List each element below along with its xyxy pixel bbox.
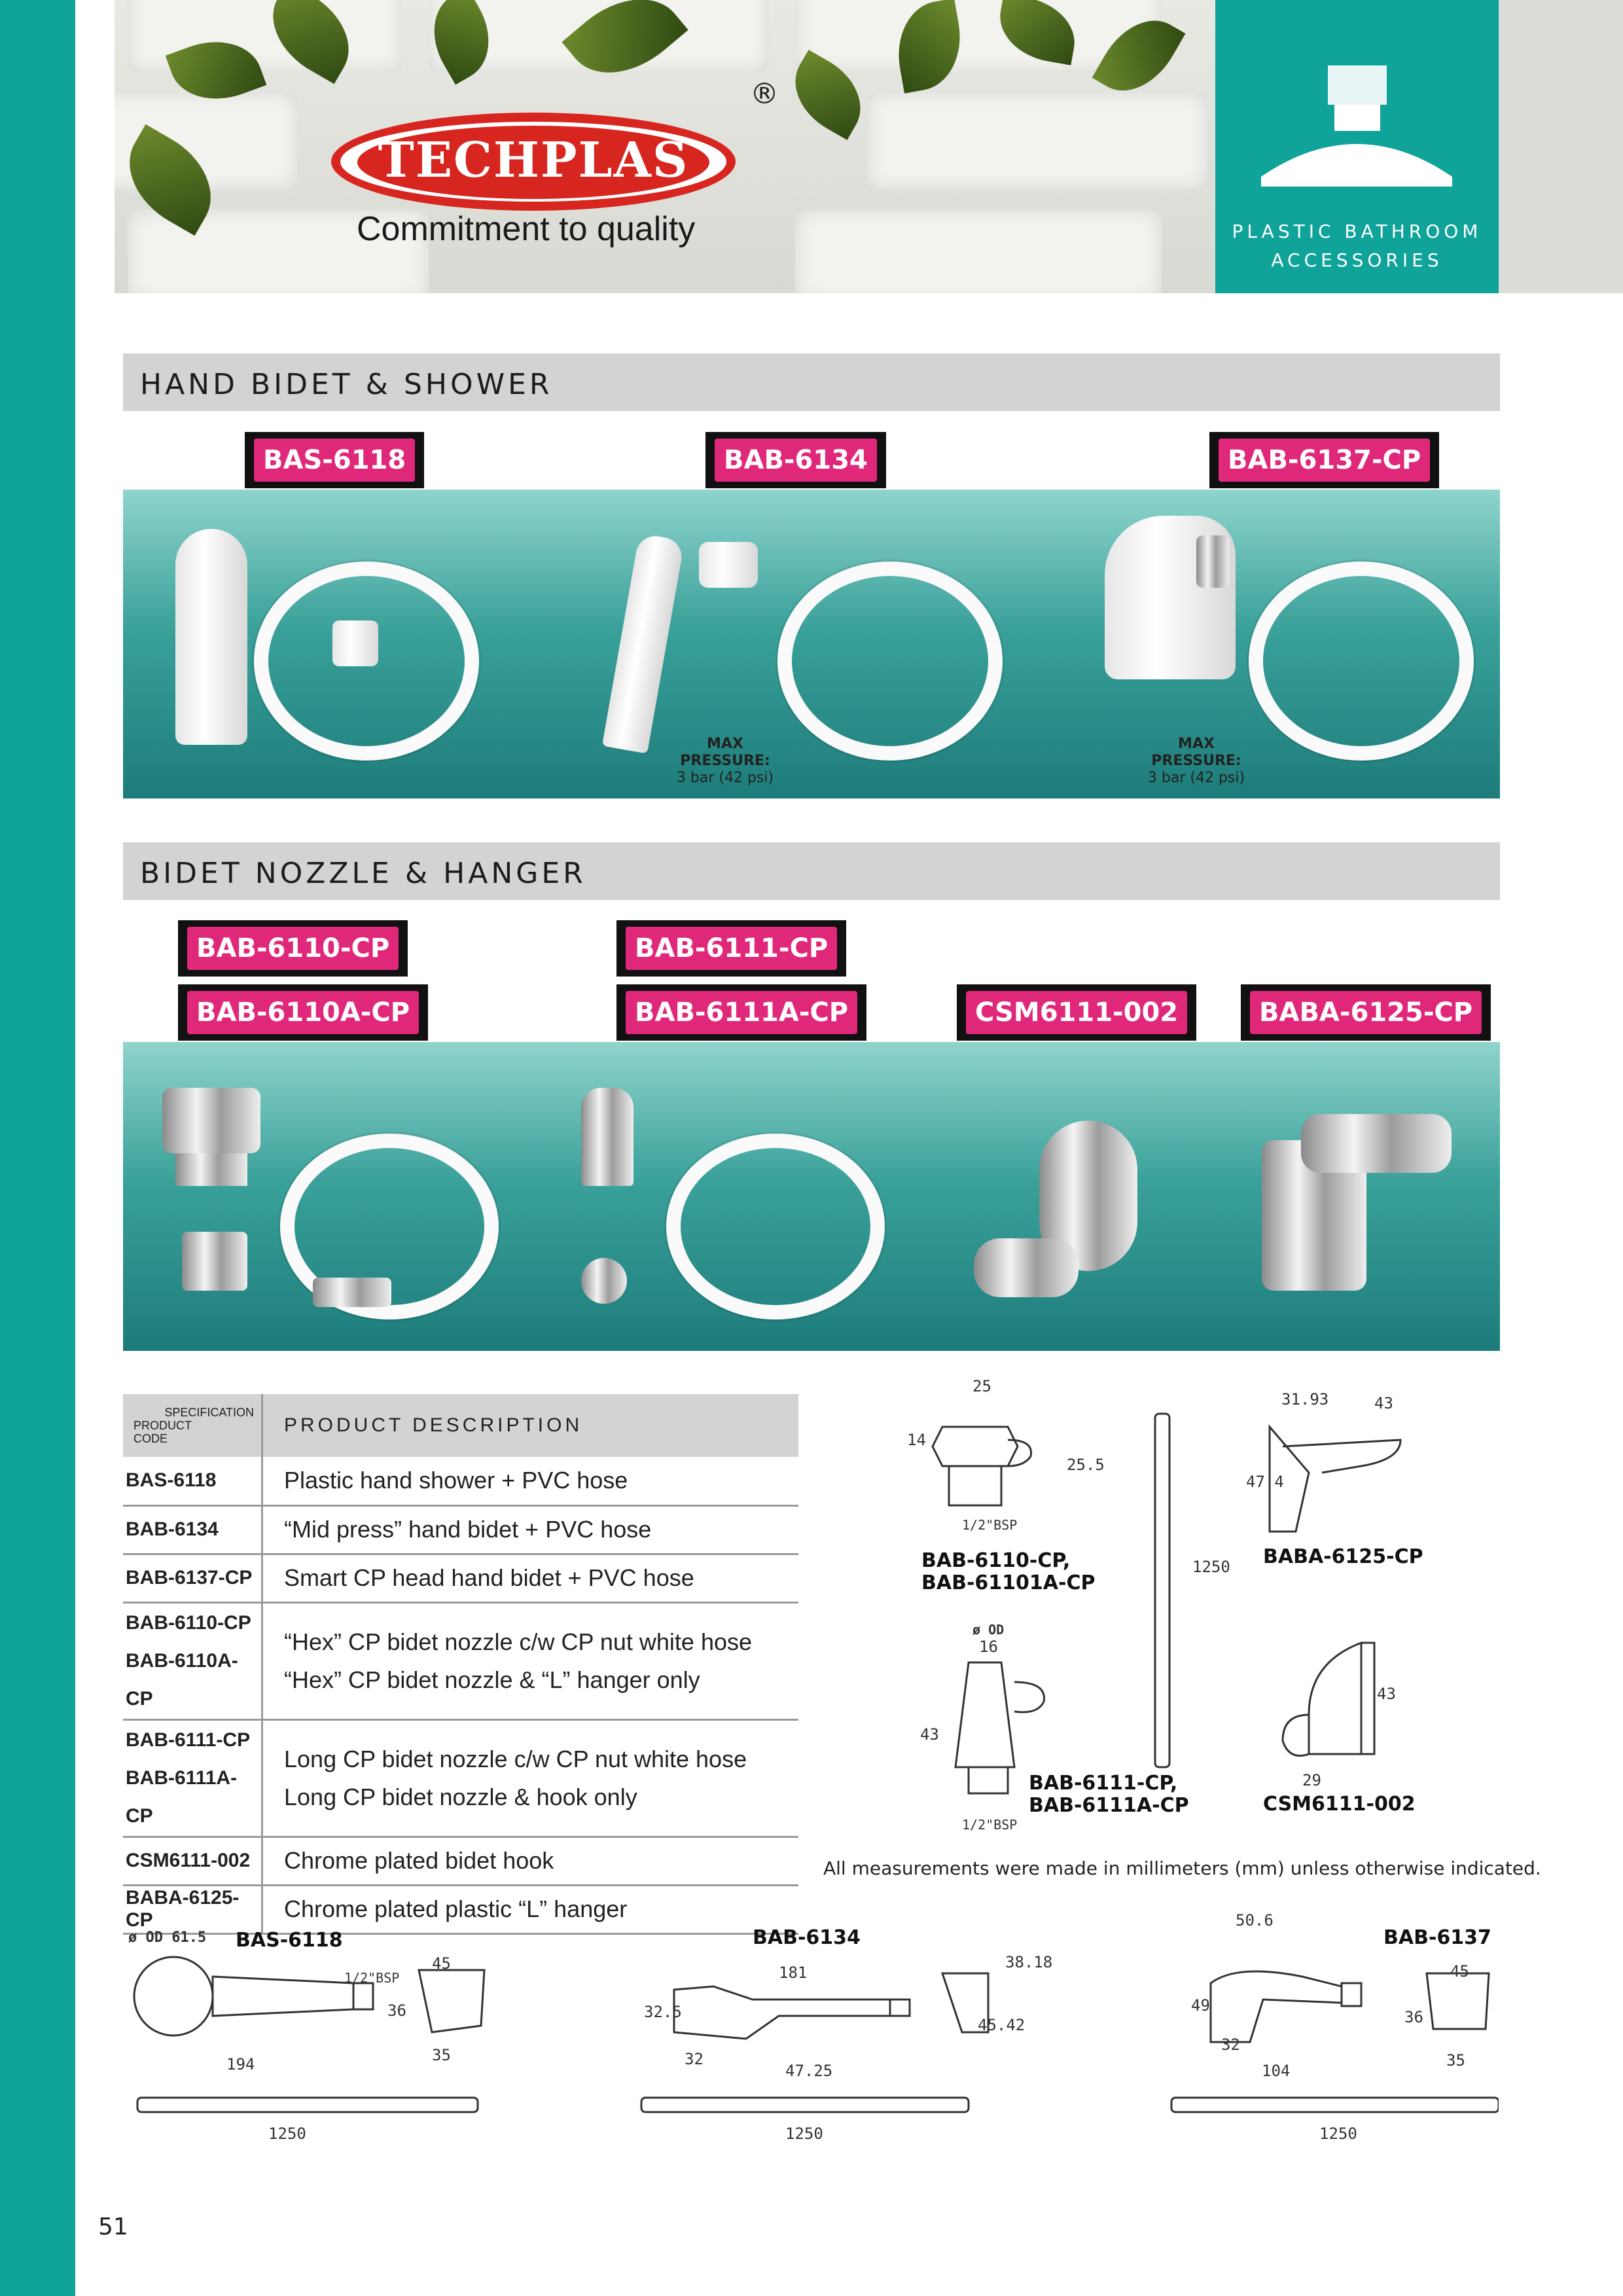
code-tag-bab-6134: BAB-6134 [705, 432, 886, 488]
page-number: 51 [98, 2214, 128, 2240]
table-row [123, 1554, 798, 1602]
row-code-pair [123, 1719, 262, 1837]
bab6134-len: 181 [779, 1964, 808, 1982]
hex-nozzle-image [162, 1088, 260, 1153]
bas6118-hanger-b: 35 [432, 2046, 451, 2064]
nut-image [313, 1278, 391, 1307]
code-tag-bab-6110a-cp: BAB-6110A-CP [178, 984, 428, 1041]
row-desc: Smart CP head hand bidet + PVC hose [284, 1564, 694, 1591]
bab6137-w: 50.6 [1236, 1911, 1274, 1929]
table-row [123, 1837, 798, 1885]
max-pressure-note-2: MAX PRESSURE: 3 bar (42 psi) [1147, 736, 1245, 786]
row-code: CSM6111-002 [123, 1837, 262, 1885]
bas6118-thread: 1/2"BSP [344, 1970, 400, 1986]
section-title-nozzle: BIDET NOZZLE & HANGER [140, 857, 586, 890]
bab6137-len: 104 [1262, 2062, 1291, 2080]
code-tag-bab-6110-cp: BAB-6110-CP [178, 920, 408, 977]
dim-6111-thread: 1/2"BSP [962, 1817, 1018, 1833]
row-code: BAB-6111A-CP [126, 1767, 238, 1827]
brand-tagline: Commitment to quality [357, 210, 696, 248]
dim-6110-thread: 1/2"BSP [962, 1517, 1018, 1533]
code-tag-bab-6111-cp: BAB-6111-CP [616, 920, 846, 977]
header-spec-label: SPECIFICATION [164, 1406, 254, 1419]
dim-6110-w: 25 [972, 1377, 991, 1395]
bab6134-hanger-w: 38.18 [1005, 1953, 1053, 1971]
code-tag-bas-6118: BAS-6118 [245, 432, 424, 488]
row-desc: “Mid press” hand bidet + PVC hose [284, 1516, 652, 1543]
code-tag-bab-6111a-cp: BAB-6111A-CP [616, 984, 866, 1041]
row-code: BAB-6137-CP [123, 1554, 262, 1602]
hook-arm-image [974, 1238, 1079, 1297]
hose-image-5 [666, 1134, 885, 1319]
dim-6111-h: 43 [920, 1725, 939, 1744]
bab6134-h: 32.5 [644, 2003, 682, 2021]
table-header-code-cell [123, 1394, 262, 1457]
category-line-2: ACCESSORIES [1271, 249, 1443, 271]
nozzle-thread-image [175, 1153, 247, 1186]
registered-mark: ® [750, 77, 779, 111]
dim-6110-h2: 25.5 [1067, 1456, 1105, 1474]
left-color-band [0, 0, 75, 2296]
long-nozzle-image [581, 1088, 633, 1186]
dim-6111-od: ø OD [972, 1622, 1005, 1638]
hand-bidet-image [602, 533, 685, 753]
hose-image-2 [777, 562, 1003, 761]
l-hanger-image [182, 1232, 247, 1291]
row-code: BABA-6125-CP [123, 1885, 262, 1933]
section-title-hand-bidet: HAND BIDET & SHOWER [140, 368, 553, 401]
measurement-note: All measurements were made in millimeters (mm) unless otherwise indicated. [823, 1857, 1541, 1879]
table-row [123, 1505, 798, 1554]
dim-6110-h1: 14 [907, 1431, 926, 1449]
dim-6125-c: 47.4 [1246, 1473, 1284, 1491]
row-desc-pair [262, 1719, 799, 1837]
bab6137-b: 32 [1221, 2036, 1240, 2054]
bas6118-hanger-w: 45 [432, 1954, 451, 1973]
drawing-label-csm: CSM6111-002 [1263, 1793, 1416, 1816]
table-row [123, 1885, 798, 1933]
holder-image [332, 620, 378, 666]
dim-6125-a: 31.93 [1281, 1390, 1329, 1408]
drawing-label-bab6134: BAB-6134 [753, 1926, 861, 1949]
chrome-head-image [1196, 535, 1229, 588]
hook-small-image [581, 1258, 627, 1304]
category-line-1: PLASTIC BATHROOM [1232, 221, 1482, 242]
dim-csm-h: 43 [1377, 1685, 1396, 1703]
bas6118-hose: 1250 [268, 2125, 306, 2143]
bab6137-hose: 1250 [1319, 2125, 1357, 2143]
row-code: BAS-6118 [123, 1457, 262, 1505]
row-code: BAB-6111-CP [126, 1729, 251, 1751]
brand-logo-text: TECHPLAS [378, 132, 689, 188]
hand-shower-image [175, 529, 247, 745]
product-panel-hand-bidet [123, 490, 1500, 798]
bas6118-len: 194 [226, 2055, 255, 2073]
row-desc: Long CP bidet nozzle & hook only [284, 1783, 637, 1810]
row-code: BAB-6110A-CP [126, 1649, 238, 1710]
bab6137-hanger-b: 35 [1446, 2051, 1465, 2070]
dim-6125-b: 43 [1374, 1394, 1393, 1412]
category-label [1215, 217, 1499, 275]
l-hanger-arm-image [1301, 1114, 1452, 1173]
code-tag-csm6111-002: CSM6111-002 [957, 984, 1196, 1041]
row-desc: Chrome plated bidet hook [284, 1847, 554, 1874]
bas6118-hanger-h: 36 [387, 2001, 406, 2020]
bab6137-hanger-h: 36 [1404, 2008, 1423, 2026]
table-row [123, 1719, 798, 1837]
bottom-drawings [124, 1937, 1499, 2134]
bab6134-b: 47.25 [785, 2062, 833, 2080]
dim-6111-w: 16 [979, 1638, 998, 1656]
hose-image-3 [1249, 562, 1474, 761]
bab6137-hanger-w: 45 [1450, 1962, 1469, 1981]
bab6134-a: 32 [685, 2050, 704, 2068]
technical-drawings [903, 1374, 1492, 1859]
product-panel-nozzle [123, 1042, 1500, 1351]
drawing-label-6111: BAB-6111-CP, BAB-6111A-CP [1029, 1772, 1189, 1817]
holder-image-2 [699, 542, 758, 588]
spec-table [123, 1394, 798, 1935]
code-tag-bab-6137-cp: BAB-6137-CP [1209, 432, 1439, 488]
row-desc: Plastic hand shower + PVC hose [284, 1467, 628, 1494]
bas6118-od: ø OD 61.5 [128, 1929, 207, 1946]
row-code: BAB-6134 [123, 1505, 262, 1554]
max-pressure-note-1: MAX PRESSURE: 3 bar (42 psi) [676, 736, 774, 786]
bab6134-hose: 1250 [785, 2125, 823, 2143]
dim-csm-w: 29 [1302, 1771, 1321, 1789]
header-desc-label: PRODUCT DESCRIPTION [284, 1414, 583, 1436]
drawing-label-bab6137: BAB-6137 [1383, 1926, 1491, 1949]
code-tag-baba-6125-cp: BABA-6125-CP [1241, 984, 1491, 1041]
drawing-label-bas6118: BAS-6118 [236, 1929, 343, 1952]
row-desc-pair [262, 1602, 799, 1719]
drawing-label-6110: BAB-6110-CP, BAB-61101A-CP [921, 1549, 1096, 1594]
header-code-label: PRODUCT CODE [134, 1419, 192, 1445]
dim-hose-length: 1250 [1192, 1558, 1230, 1576]
drawing-label-6125: BABA-6125-CP [1263, 1545, 1423, 1568]
bab6134-hanger-h: 45.42 [978, 2016, 1026, 2034]
header-right-strip [1499, 0, 1623, 293]
row-code-pair [123, 1602, 262, 1719]
row-desc: Long CP bidet nozzle c/w CP nut white hose [284, 1745, 747, 1772]
table-row [123, 1457, 798, 1505]
bab6137-h: 49 [1191, 1996, 1210, 2015]
row-desc: Chrome plated plastic “L” hanger [284, 1895, 628, 1922]
row-desc: “Hex” CP bidet nozzle c/w CP nut white hose [284, 1628, 753, 1655]
table-header-row [123, 1394, 798, 1457]
row-code: BAB-6110-CP [126, 1611, 251, 1634]
table-row [123, 1602, 798, 1719]
row-desc: “Hex” CP bidet nozzle & “L” hanger only [284, 1666, 700, 1693]
